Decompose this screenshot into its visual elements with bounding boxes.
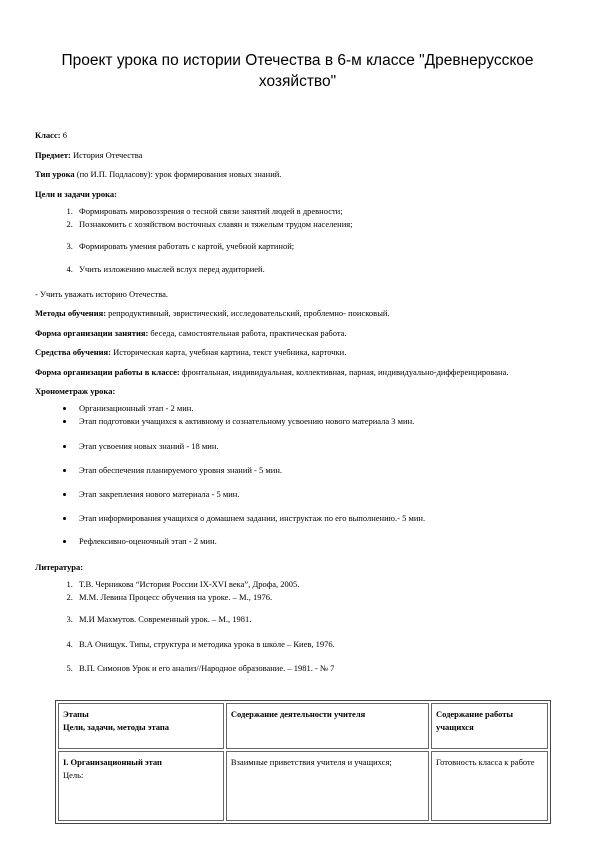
- page-title: Проект урока по истории Отечества в 6-м классе "Древнерусское хозяйство": [61, 52, 534, 90]
- timing-item: • Этап обеспечения планируемого уровня знаний - 5 мин.: [75, 465, 560, 476]
- stage-title: I. Организационный этап: [63, 757, 162, 767]
- header-stages-label: Этапы: [63, 709, 89, 719]
- table-row: [58, 751, 548, 821]
- goal-item: 2. Познакомить с хозяйством восточных славян и тяжелым трудом населения;: [75, 219, 560, 230]
- timing-item: • Рефлексивно-оценочный этап - 2 мин.: [75, 536, 560, 547]
- literature-item: 4. В.А Онищук. Типы, структура и методика урока в школе – Киев, 1976.: [75, 639, 560, 650]
- extra-goal: - Учить уважать историю Отечества.: [35, 288, 168, 299]
- means-label: Средства обучения:: [35, 347, 111, 357]
- goals-list: [35, 206, 560, 275]
- timing-item: • Этап подготовки учащихся к активному и сознательному усвоению нового материала 3 мин.: [75, 416, 560, 427]
- work-form-value: фронтальная, индивидуальная, коллективная, парная, индивидуально-дифференцирована.: [179, 366, 509, 377]
- timing-item: • Этап закрепления нового материала - 5 мин.: [75, 489, 560, 500]
- literature-list: [35, 579, 560, 674]
- header-cell-students: Содержание работы учащихся: [431, 703, 548, 749]
- row-cell-stage: [58, 751, 224, 821]
- subject-value: История Отечества: [70, 149, 143, 160]
- means-value: Историческая карта, учебная картина, текст учебника, карточки.: [110, 347, 347, 357]
- table-header-row: [58, 703, 548, 749]
- goal-item: 3. Формировать умения работать с картой, учебной картиной;: [75, 241, 560, 252]
- work-form-label: Форма организации работы в классе:: [35, 366, 180, 377]
- goal-item: 4. Учить изложению мыслей вслух перед аудиторией.: [75, 264, 560, 275]
- header-goals-label: Цели, задачи, методы этапа: [63, 722, 170, 732]
- stage-goal-label: Цель:: [63, 770, 84, 780]
- document-body: [35, 130, 560, 686]
- goal-item: 1. Формировать мировоззрения о тесной связи занятий людей в древности;: [75, 206, 560, 217]
- row-cell-teacher: Взаимные приветствия учителя и учащихся;: [226, 751, 429, 821]
- timing-heading: Хронометраж урока:: [35, 386, 116, 396]
- methods-value: репродуктивный, эвристический, исследовательский, проблемно- поисковый.: [106, 308, 390, 318]
- subject-line: [35, 150, 560, 161]
- literature-item: 1. Т.В. Черникова “История России IX-XVI века”, Дрофа, 2005.: [75, 579, 560, 590]
- subject-label: Предмет:: [35, 149, 71, 160]
- means-line: [35, 347, 560, 358]
- form-label: Форма организации занятия:: [35, 327, 149, 338]
- lesson-plan-table: [55, 700, 551, 824]
- literature-heading: Литература:: [35, 562, 84, 572]
- methods-line: [35, 308, 560, 319]
- header-cell-stages: [58, 703, 224, 749]
- literature-item: 3. М.И Махмутов. Современный урок. – М., 1981.: [75, 614, 560, 625]
- header-cell-teacher: Содержание деятельности учителя: [226, 703, 429, 749]
- timing-item: • Этап усвоения новых знаний - 18 мин.: [75, 441, 560, 452]
- timing-item: • Организационный этап - 2 мин.: [75, 403, 560, 414]
- row-cell-students: Готовность класса к работе: [431, 751, 548, 821]
- literature-item: 2. М.М. Левина Процесс обучения на уроке. – М., 1976.: [75, 592, 560, 603]
- form-line: [35, 328, 560, 339]
- timing-item: • Этап информирования учащихся о домашнем задании, инструктаж по его выполнению.- 5 мин.: [75, 513, 560, 524]
- class-value: 6: [60, 130, 67, 140]
- methods-label: Методы обучения:: [35, 308, 107, 318]
- goals-heading: Цели и задачи урока:: [35, 188, 117, 199]
- form-value: беседа, самостоятельная работа, практическая работа.: [148, 327, 347, 338]
- work-form-line: [35, 367, 560, 378]
- lesson-type-value: (по И.П. Подласову): урок формирования новых знаний.: [74, 169, 282, 179]
- class-line: [35, 130, 560, 141]
- literature-item: 5. В.П. Симонов Урок и его анализ//Народное образование. – 1981. - № 7: [75, 663, 560, 674]
- lesson-type-line: [35, 169, 560, 180]
- lesson-type-label: Тип урока: [35, 169, 75, 179]
- class-label: Класс:: [35, 130, 61, 140]
- timing-list: [35, 403, 560, 547]
